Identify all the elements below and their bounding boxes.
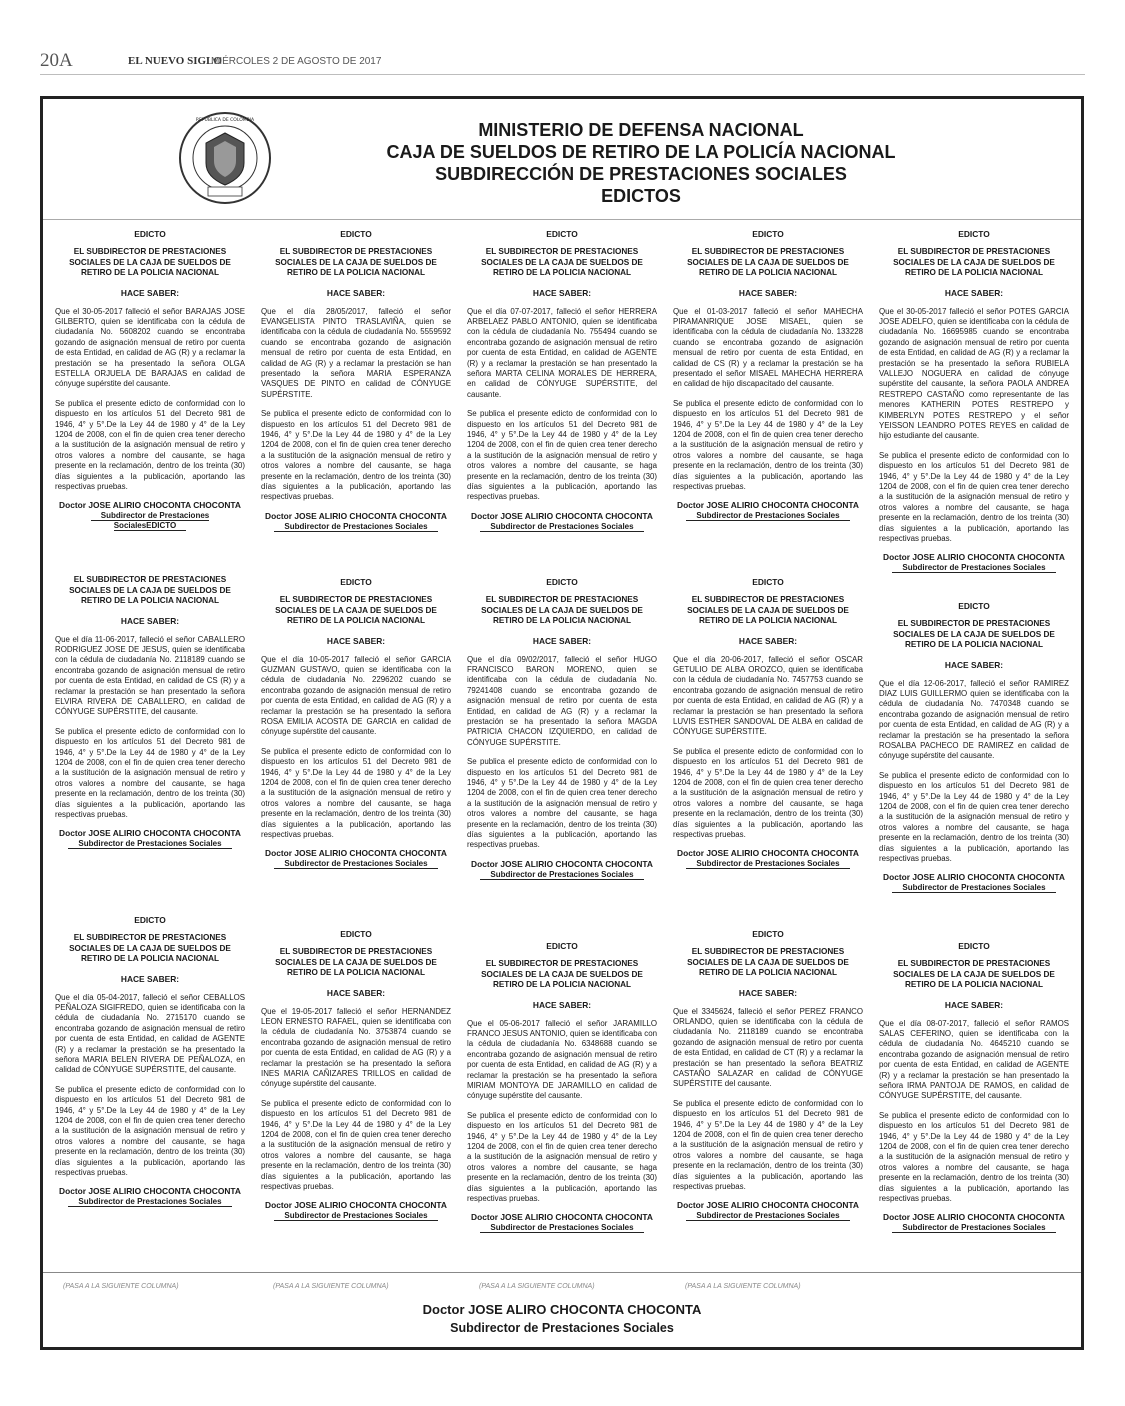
hace-saber: HACE SABER: <box>326 987 386 998</box>
hace-saber: HACE SABER: <box>738 287 798 298</box>
edict-body: Que el día 12-06-2017, falleció el señor RAMIREZ DIAZ LUIS GUILLERMO quien se identificaba con la cédula de ciudadanía No. 7470348 cuando se encontraba gozando de asignación mensual de retiro por cuenta de esta Entidad, en calidad de AG (R) y a reclamar la prestación se ha presentado la señora ROSALBA PACHECO DE RAMIREZ en calidad de cónyuge supérstite del causante. <box>879 678 1069 761</box>
continuation-note: (PASA A LA SIGUIENTE COLUMNA) <box>479 1283 595 1290</box>
signature-name: Doctor JOSE ALIRIO CHOCONTA CHOCONTA <box>471 858 653 869</box>
edict-body: Que el día 05-04-2017, falleció el señor CEBALLOS PEÑALOZA SIGIFREDO, quien se identificaba con la cédula de ciudadanía No. 2715170 cuando se encontraba gozando de asignación mensual de retiro por cuenta de esta Entidad, en calidad de AGENTE (R) y a reclamar la prestación se ha presentado la señora MARIA BELEN RIVERA DE PEÑALOZA, en calidad de CÓNYUGE SUPÉRSTITE, del causante. <box>55 992 245 1075</box>
signature-title: Subdirector de Prestaciones Sociales <box>467 870 657 880</box>
hace-saber: HACE SABER: <box>532 287 592 298</box>
hace-saber: HACE SABER: <box>738 987 798 998</box>
edict <box>261 229 451 532</box>
page-number: 20A <box>40 50 73 71</box>
edict-subtitle: EL SUBDIRECTOR DE PRESTACIONES SOCIALES DE LA CAJA DE SUELDOS DE RETIRO DE LA POLICIA NACIONAL <box>687 947 849 977</box>
signature-name: Doctor JOSE ALIRIO CHOCONTA CHOCONTA <box>265 1200 447 1211</box>
edict-body: Que el día 20-06-2017, falleció el señor OSCAR GETULIO DE ALBA OROZCO, quien se identificaba con la cédula de ciudadanía No. 7457753 cuando se encontraba gozando de asignación mensual de retiro por cuenta de esta Entidad, en calidad de AG (R) y a reclamar la prestación se han presentado la señora LUVIS ESTHER SANDOVAL DE ALBA en calidad de CÓNYUGE SUPÉRSTITE. <box>673 654 863 737</box>
edict-body: Que el día 08-07-2017, falleció el señor RAMOS SALAS CEFERINO, quien se identificaba con la cédula de ciudadanía No. 4645210 cuando se encontraba gozando de asignación mensual de retiro por cuenta de esta Entidad, en calidad de AGENTE (R) y a reclamar la prestación se han presentado la señora IRMA PANTOJA DE RAMOS, en calidad de CÓNYUGE SUPÉRSTITE, del causante. <box>879 1018 1069 1101</box>
signature-name: Doctor JOSE ALIRIO CHOCONTA CHOCONTA <box>677 500 859 511</box>
edict <box>55 229 245 531</box>
footer-divider <box>43 1272 1081 1273</box>
edict-title: EDICTO <box>340 929 372 939</box>
edict-body: Que el 19-05-2017 falleció el señor HERNANDEZ LEON ERNESTO RAFAEL, quien se identificaba con la cédula de ciudadanía No. 3753874 cuando se encontraba gozando de asignación mensual de retiro por cuenta de esta Entidad, en calidad de AG (R) y a reclamar la prestación se ha presentado la señora INES MARIA CAÑIZARES TRILLOS en calidad de cónyuge supérstite del causante. <box>261 1006 451 1089</box>
edict-body: Que el 30-05-2017 falleció el señor BARAJAS JOSE GILBERTO, quien se identificaba con la cédula de ciudadanía No. 5608202 cuando se encontraba gozando de asignación mensual de retiro por cuenta de esta Entidad, en calidad de AG (R) y a reclamar la prestación se ha presentado la señora OLGA ESTELLA ORJUELA DE BARAJAS en calidad de cónyuge supérstite del causante. <box>55 306 245 389</box>
edict-publish-text: Se publica el presente edicto de conformidad con lo dispuesto en los artículos 51 del Decreto 981 de 1946, 4° y 5°.De la Ley 44 de 1980 y 4° de la Ley 1204 de 2008, con el fin de quien crea tener derecho a la sustitución de la asignación mensual de retiro y otros valores a nombre del causante, se haga presente en la reclamación, dentro de los treinta (30) días siguientes a la publicación, aportando las respectivas pruebas. <box>467 409 657 502</box>
hace-saber: HACE SABER: <box>326 635 386 646</box>
issue-date: MIÉRCOLES 2 DE AGOSTO DE 2017 <box>211 56 382 67</box>
signature-title: Subdirector de Prestaciones SocialesEDICTO <box>55 511 245 531</box>
signature-title: Subdirector de Prestaciones Sociales <box>55 1197 245 1207</box>
edicts-title: EDICTOS <box>601 186 681 206</box>
subdirectorate-title: SUBDIRECCIÓN DE PRESTACIONES SOCIALES <box>435 164 847 184</box>
edict-subtitle: EL SUBDIRECTOR DE PRESTACIONES SOCIALES DE LA CAJA DE SUELDOS DE RETIRO DE LA POLICIA NACIONAL <box>69 933 231 963</box>
column-4 <box>673 229 863 1264</box>
edict-title: EDICTO <box>340 577 372 587</box>
edict <box>879 601 1069 893</box>
edict-subtitle: EL SUBDIRECTOR DE PRESTACIONES SOCIALES DE LA CAJA DE SUELDOS DE RETIRO DE LA POLICIA NACIONAL <box>275 947 437 977</box>
continuation-note: (PASA A LA SIGUIENTE COLUMNA) <box>273 1283 389 1290</box>
edict <box>673 229 863 521</box>
edict-publish-text: Se publica el presente edicto de conformidad con lo dispuesto en los artículos 51 del Decreto 981 de 1946, 4° y 5°.De la Ley 44 de 1980 y 4° de la Ley 1204 de 2008, con el fin de quien crea tener derecho a la sustitución de la asignación mensual de retiro y otros valores a nombre del causante, se haga presente en la reclamación, dentro de los treinta (30) días siguientes a la publicación, aportando las respectivas pruebas. <box>261 746 451 839</box>
edicts-notice <box>40 96 1084 1350</box>
edict-subtitle: EL SUBDIRECTOR DE PRESTACIONES SOCIALES DE LA CAJA DE SUELDOS DE RETIRO DE LA POLICIA NACIONAL <box>69 247 231 277</box>
hace-saber: HACE SABER: <box>944 999 1004 1010</box>
edict <box>261 929 451 1221</box>
signature-title: Subdirector de Prestaciones Sociales <box>467 1223 657 1233</box>
edict-subtitle: EL SUBDIRECTOR DE PRESTACIONES SOCIALES DE LA CAJA DE SUELDOS DE RETIRO DE LA POLICIA NACIONAL <box>893 247 1055 277</box>
hace-saber: HACE SABER: <box>532 999 592 1010</box>
edict-body: Que el 3345624, falleció el señor PEREZ FRANCO ORLANDO, quien se identificaba con la cédula de ciudadanía No. 2118189 cuando se encontraba gozando de asignación mensual de retiro por cuenta de esta Entidad, en calidad de CT (R) y a reclamar la prestación se han presentado la señora BEATRIZ CASTAÑO SALAZAR en calidad de CÓNYUGE SUPÉRSTITE del causante. <box>673 1006 863 1089</box>
edict-title: EDICTO <box>546 229 578 239</box>
edict-subtitle: EL SUBDIRECTOR DE PRESTACIONES SOCIALES DE LA CAJA DE SUELDOS DE RETIRO DE LA POLICIA NACIONAL <box>687 247 849 277</box>
edict-publish-text: Se publica el presente edicto de conformidad con lo dispuesto en los artículos 51 del Decreto 981 de 1946, 4° y 5°.De la Ley 44 de 1980 y 4° de la Ley 1204 de 2008, con el fin de quien crea tener derecho a la sustitución de la asignación mensual de retiro y otros valores a nombre del causante, se haga presente en la reclamación, dentro de los treinta (30) días siguientes a la publicación, aportando las respectivas pruebas. <box>673 1098 863 1191</box>
edict-body: Que el día 28/05/2017, falleció el señor EVANGELISTA PINTO TRASLAVIÑA, quien se identificaba con la cédula de ciudadanía No. 5559592 cuando se encontraba gozando de asignación mensual de retiro por cuenta de esta Entidad, en calidad de AG (R) y a reclamar la prestación se han presentado la señora MARIA ESPERANZA VASQUES DE PINTO en calidad de CÓNYUGE SUPÉRSTITE. <box>261 306 451 399</box>
edict <box>673 577 863 869</box>
signature-name: Doctor JOSE ALIRIO CHOCONTA CHOCONTA <box>59 500 241 511</box>
edict-body: Que el 05-06-2017 falleció el señor JARAMILLO FRANCO JESUS ANTONIO, quien se identificaba con la cédula de ciudadanía No. 6348688 cuando se encontraba gozando de asignación mensual de retiro por cuenta de esta Entidad, en calidad de AG (R) y a reclamar la prestación se ha presentado la señora MIRIAM MONTOYA DE JARAMILLO en calidad de cónyuge supérstite del causante. <box>467 1018 657 1101</box>
footer-signature-title: Subdirector de Prestaciones Sociales <box>450 1321 674 1335</box>
edict-title: EDICTO <box>134 229 166 239</box>
edict-publish-text: Se publica el presente edicto de conformidad con lo dispuesto en los artículos 51 del Decreto 981 de 1946, 4° y 5°.De la Ley 44 de 1980 y 4° de la Ley 1204 de 2008, con el fin de quien crea tener derecho a la sustitución de la asignación mensual de retiro y otros valores a nombre del causante, se haga presente en la reclamación, dentro de los treinta (30) días siguientes a la publicación, aportando las respectivas pruebas. <box>261 1098 451 1191</box>
signature-title: Subdirector de Prestaciones Sociales <box>673 859 863 869</box>
edict-publish-text: Se publica el presente edicto de conformidad con lo dispuesto en los artículos 51 del Decreto 981 de 1946, 4° y 5°.De la Ley 44 de 1980 y 4° de la Ley 1204 de 2008, con el fin de quien crea tener derecho a la sustitución de la asignación mensual de retiro y otros valores a nombre del causante, se haga presente en la reclamación, dentro de los treinta (30) días siguientes a la publicación, aportando las respectivas pruebas. <box>879 770 1069 863</box>
edict-subtitle: EL SUBDIRECTOR DE PRESTACIONES SOCIALES DE LA CAJA DE SUELDOS DE RETIRO DE LA POLICIA NACIONAL <box>481 247 643 277</box>
signature-title: Subdirector de Prestaciones Sociales <box>673 1211 863 1221</box>
edict <box>879 229 1069 573</box>
edict-subtitle: EL SUBDIRECTOR DE PRESTACIONES SOCIALES DE LA CAJA DE SUELDOS DE RETIRO DE LA POLICIA NACIONAL <box>275 595 437 625</box>
edict-title: EDICTO <box>958 601 990 611</box>
edict <box>55 915 245 1207</box>
edict <box>261 577 451 869</box>
masthead <box>40 50 1085 75</box>
edict-publish-text: Se publica el presente edicto de conformidad con lo dispuesto en los artículos 51 del Decreto 981 de 1946, 4° y 5°.De la Ley 44 de 1980 y 4° de la Ley 1204 de 2008, con el fin de quien crea tener derecho a la sustitución de la asignación mensual de retiro y otros valores a nombre del causante, se haga presente en la reclamación, dentro de los treinta (30) días siguientes a la publicación, aportando las respectivas pruebas. <box>879 1110 1069 1203</box>
column-5 <box>879 229 1069 1264</box>
signature-name: Doctor JOSE ALIRIO CHOCONTA CHOCONTA <box>883 1212 1065 1223</box>
hace-saber: HACE SABER: <box>944 287 1004 298</box>
edict-publish-text: Se publica el presente edicto de conformidad con lo dispuesto en los artículos 51 del Decreto 981 de 1946, 4° y 5°.De la Ley 44 de 1980 y 4° de la Ley 1204 de 2008, con el fin de quien crea tener derecho a la sustitución de la asignación mensual de retiro y otros valores a nombre del causante, se haga presente en la reclamación, dentro de los treinta (30) días siguientes a la publicación, aportando las respectivas pruebas. <box>673 398 863 491</box>
signature-title: Subdirector de Prestaciones Sociales <box>261 522 451 532</box>
signature-name: Doctor JOSE ALIRIO CHOCONTA CHOCONTA <box>471 510 653 521</box>
signature-name: Doctor JOSE ALIRIO CHOCONTA CHOCONTA <box>677 848 859 859</box>
notice-header <box>43 99 1081 220</box>
edict-publish-text: Se publica el presente edicto de conformidad con lo dispuesto en los artículos 51 del Decreto 981 de 1946, 4° y 5°.De la Ley 44 de 1980 y 4° de la Ley 1204 de 2008, con el fin de quien crea tener derecho a la sustitución de la asignación mensual de retiro y otros valores a nombre del causante, se haga presente en la reclamación, dentro de los treinta (30) días siguientes a la publicación, aportando las respectivas pruebas. <box>55 398 245 491</box>
continuation-note: (PASA A LA SIGUIENTE COLUMNA) <box>63 1283 179 1290</box>
edict-body: Que el día 07-07-2017, falleció el señor HERRERA ARBELAEZ PABLO ANTONIO, quien se identificaba con la cédula de ciudadanía No. 755494 cuando se encontraba gozando de asignación mensual de retiro por cuenta de esta Entidad, en calidad de AGENTE (R) y a reclamar la prestación se han presentado la señora MARTA CELINA MORALES DE HERRERA, en calidad de CÓNYUGE SUPÉRSTITE, del causante. <box>467 306 657 399</box>
edict-publish-text: Se publica el presente edicto de conformidad con lo dispuesto en los artículos 51 del Decreto 981 de 1946, 4° y 5°.De la Ley 44 de 1980 y 4° de la Ley 1204 de 2008, con el fin de quien crea tener derecho a la sustitución de la asignación mensual de retiro y otros valores a nombre del causante, se haga presente en la reclamación, dentro de los treinta (30) días siguientes a la publicación, aportando las respectivas pruebas. <box>673 746 863 839</box>
newspaper-name: EL NUEVO SIGLO <box>128 55 222 67</box>
edict-subtitle: EL SUBDIRECTOR DE PRESTACIONES SOCIALES DE LA CAJA DE SUELDOS DE RETIRO DE LA POLICIA NACIONAL <box>275 247 437 277</box>
signature-name: Doctor JOSE ALIRIO CHOCONTA CHOCONTA <box>59 1186 241 1197</box>
edict-title: EDICTO <box>958 941 990 951</box>
edict-body: Que el día 10-05-2017 falleció el señor GARCIA GUZMAN GUSTAVO, quien se identificaba con la cédula de ciudadanía No. 2296202 cuando se encontraba gozando de asignación mensual de retiro por cuenta de esta Entidad, en calidad de AG (R) y a reclamar la prestación se ha presentado la señora ROSA EMILIA ACOSTA DE GARCIA en calidad de cónyuge supérstite del causante. <box>261 654 451 737</box>
edict-subtitle: EL SUBDIRECTOR DE PRESTACIONES SOCIALES DE LA CAJA DE SUELDOS DE RETIRO DE LA POLICIA NACIONAL <box>481 959 643 989</box>
edict <box>467 229 657 532</box>
signature-title: Subdirector de Prestaciones Sociales <box>261 1211 451 1221</box>
edict-title: EDICTO <box>752 577 784 587</box>
edict-subtitle: EL SUBDIRECTOR DE PRESTACIONES SOCIALES DE LA CAJA DE SUELDOS DE RETIRO DE LA POLICIA NACIONAL <box>893 619 1055 649</box>
hace-saber: HACE SABER: <box>326 287 386 298</box>
column-3 <box>467 229 657 1264</box>
edict <box>55 575 245 849</box>
edict-title: EDICTO <box>546 941 578 951</box>
edict-title: EDICTO <box>134 915 166 925</box>
institution-title: CAJA DE SUELDOS DE RETIRO DE LA POLICÍA NACIONAL <box>386 142 896 162</box>
edict-publish-text: Se publica el presente edicto de conformidad con lo dispuesto en los artículos 51 del Decreto 981 de 1946, 4° y 5°.De la Ley 44 de 1980 y 4° de la Ley 1204 de 2008, con el fin de quien crea tener derecho a la sustitución de la asignación mensual de retiro y otros valores a nombre del causante, se haga presente en la reclamación, dentro de los treinta (30) días siguientes a la publicación, aportando las respectivas pruebas. <box>261 409 451 502</box>
edict <box>467 577 657 880</box>
signature-name: Doctor JOSE ALIRIO CHOCONTA CHOCONTA <box>883 872 1065 883</box>
edict-subtitle: EL SUBDIRECTOR DE PRESTACIONES SOCIALES DE LA CAJA DE SUELDOS DE RETIRO DE LA POLICIA NACIONAL <box>69 575 231 605</box>
edict-title: EDICTO <box>752 929 784 939</box>
signature-name: Doctor JOSE ALIRIO CHOCONTA CHOCONTA <box>59 828 241 839</box>
edict-publish-text: Se publica el presente edicto de conformidad con lo dispuesto en los artículos 51 del Decreto 981 de 1946, 4° y 5°.De la Ley 44 de 1980 y 4° de la Ley 1204 de 2008, con el fin de quien crea tener derecho a la sustitución de la asignación mensual de retiro y otros valores a nombre del causante, se haga presente en la reclamación, dentro de los treinta (30) días siguientes a la publicación, aportando las respectivas pruebas. <box>467 757 657 850</box>
edict-publish-text: Se publica el presente edicto de conformidad con lo dispuesto en los artículos 51 del Decreto 981 de 1946, 4° y 5°.De la Ley 44 de 1980 y 4° de la Ley 1204 de 2008, con el fin de quien crea tener derecho a la sustitución de la asignación mensual de retiro y otros valores a nombre del causante, se haga presente en la reclamación, dentro de los treinta (30) días siguientes a la publicación, aportando las respectivas pruebas. <box>55 726 245 819</box>
signature-title: Subdirector de Prestaciones Sociales <box>261 859 451 869</box>
edict-body: Que el día 09/02/2017, falleció el señor HUGO FRANCISCO BARON MORENO, quien se identificaba con la cédula de ciudadanía No. 79241408 cuando se encontraba gozando de asignación mensual de retiro por cuenta de esta Entidad, en calidad de AG (R) y a reclamar la prestación se ha presentado la señora MAGDA PATRICIA CHACON IZQUIERDO, en calidad de CÓNYUGE SUPÉRSTITE. <box>467 654 657 747</box>
signature-name: Doctor JOSE ALIRIO CHOCONTA CHOCONTA <box>677 1200 859 1211</box>
edict-title: EDICTO <box>958 229 990 239</box>
signature-title: Subdirector de Prestaciones Sociales <box>879 563 1069 573</box>
edict-subtitle: EL SUBDIRECTOR DE PRESTACIONES SOCIALES DE LA CAJA DE SUELDOS DE RETIRO DE LA POLICIA NACIONAL <box>687 595 849 625</box>
column-1 <box>55 229 245 1264</box>
signature-title: Subdirector de Prestaciones Sociales <box>879 883 1069 893</box>
hace-saber: HACE SABER: <box>120 973 180 984</box>
edict-publish-text: Se publica el presente edicto de conformidad con lo dispuesto en los artículos 51 del Decreto 981 de 1946, 4° y 5°.De la Ley 44 de 1980 y 4° de la Ley 1204 de 2008, con el fin de quien crea tener derecho a la sustitución de la asignación mensual de retiro y otros valores a nombre del causante, se haga presente en la reclamación, dentro de los treinta (30) días siguientes a la publicación, aportando las respectivas pruebas. <box>879 450 1069 544</box>
signature-title: Subdirector de Prestaciones Sociales <box>55 839 245 849</box>
edict-subtitle: EL SUBDIRECTOR DE PRESTACIONES SOCIALES DE LA CAJA DE SUELDOS DE RETIRO DE LA POLICIA NACIONAL <box>481 595 643 625</box>
edict-title: EDICTO <box>752 229 784 239</box>
edict-publish-text: Se publica el presente edicto de conformidad con lo dispuesto en los artículos 51 del Decreto 981 de 1946, 4° y 5°.De la Ley 44 de 1980 y 4° de la Ley 1204 de 2008, con el fin de quien crea tener derecho a la sustitución de la asignación mensual de retiro y otros valores a nombre del causante, se haga presente en la reclamación, dentro de los treinta (30) días siguientes a la publicación, aportando las respectivas pruebas. <box>55 1084 245 1177</box>
edicts-grid <box>43 229 1081 1264</box>
column-2 <box>261 229 451 1264</box>
signature-name: Doctor JOSE ALIRIO CHOCONTA CHOCONTA <box>471 1212 653 1223</box>
edict-title: EDICTO <box>546 577 578 587</box>
ministry-title: MINISTERIO DE DEFENSA NACIONAL <box>478 120 804 140</box>
edict-body: Que el 01-03-2017 falleció el señor MAHECHA PIRAMANRIQUE JOSE MISAEL, quien se identificaba con la cédula de ciudadanía No. 133228 cuando se encontraba gozando de asignación mensual de retiro por cuenta de esta Entidad, en calidad de CS (R) y a reclamar la prestación se ha presentado el señor MISAEL MAHECHA HERRERA en calidad de hijo discapacitado del causante. <box>673 306 863 389</box>
signature-title: Subdirector de Prestaciones Sociales <box>879 1223 1069 1233</box>
hace-saber: HACE SABER: <box>532 635 592 646</box>
edict-title: EDICTO <box>340 229 372 239</box>
edict <box>467 941 657 1233</box>
continuation-note: (PASA A LA SIGUIENTE COLUMNA) <box>685 1283 801 1290</box>
edict-subtitle: EL SUBDIRECTOR DE PRESTACIONES SOCIALES DE LA CAJA DE SUELDOS DE RETIRO DE LA POLICIA NACIONAL <box>893 959 1055 989</box>
signature-title: Subdirector de Prestaciones Sociales <box>467 522 657 532</box>
hace-saber: HACE SABER: <box>738 635 798 646</box>
edict-publish-text: Se publica el presente edicto de conformidad con lo dispuesto en los artículos 51 del Decreto 981 de 1946, 4° y 5°.De la Ley 44 de 1980 y 4° de la Ley 1204 de 2008, con el fin de quien crea tener derecho a la sustitución de la asignación mensual de retiro y otros valores a nombre del causante, se haga presente en la reclamación, dentro de los treinta (30) días siguientes a la publicación, aportando las respectivas pruebas. <box>467 1110 657 1203</box>
footer-signature-name: Doctor JOSE ALIRO CHOCONTA CHOCONTA <box>422 1302 702 1317</box>
signature-name: Doctor JOSE ALIRIO CHOCONTA CHOCONTA <box>265 510 447 521</box>
svg-text:REPUBLICA DE COLOMBIA: REPUBLICA DE COLOMBIA <box>195 118 255 123</box>
signature-name: Doctor JOSE ALIRIO CHOCONTA CHOCONTA <box>883 552 1065 563</box>
edict <box>673 929 863 1221</box>
edict <box>879 941 1069 1233</box>
edict-body: Que el día 11-06-2017, falleció el señor CABALLERO RODRIGUEZ JOSE DE JESUS, quien se identificaba con la cédula de ciudadanía No. 2118189 cuando se encontraba gozando de asignación mensual de retiro por cuenta de esta Entidad, en calidad de CS (R) y a reclamar la prestación se han presentado la señora ELVIRA RIVERA DE CABALLERO, en calidad de CÓNYUGE SUPÉRSTITE, del causante. <box>55 634 245 717</box>
signature-title: Subdirector de Prestaciones Sociales <box>673 511 863 521</box>
hace-saber: HACE SABER: <box>120 615 180 626</box>
hace-saber: HACE SABER: <box>120 287 180 298</box>
edict-body: Que el 30-05-2017 falleció el señor POTES GARCIA JOSE ADELFO, quien se identificaba con la cédula de ciudadanía No. 16695985 cuando se encontraba gozando de asignación mensual de retiro por cuenta de esta Entidad, en calidad de AG (R) y a reclamar la prestación se ha presentado la señora RUBIELA VALLEJO NOGUERA en calidad de cónyuge supérstite del causante, la señora PAOLA ANDREA RESTREPO CASTAÑO como representante de las menores KATHERIN POTES RESTREPO y KIMBERLYN POTES RESTREPO y el señor YEISSON LEANDRO POTES REYES en calidad de hijo estudiante del causante. <box>879 306 1069 441</box>
signature-name: Doctor JOSE ALIRIO CHOCONTA CHOCONTA <box>265 848 447 859</box>
hace-saber: HACE SABER: <box>944 659 1004 670</box>
